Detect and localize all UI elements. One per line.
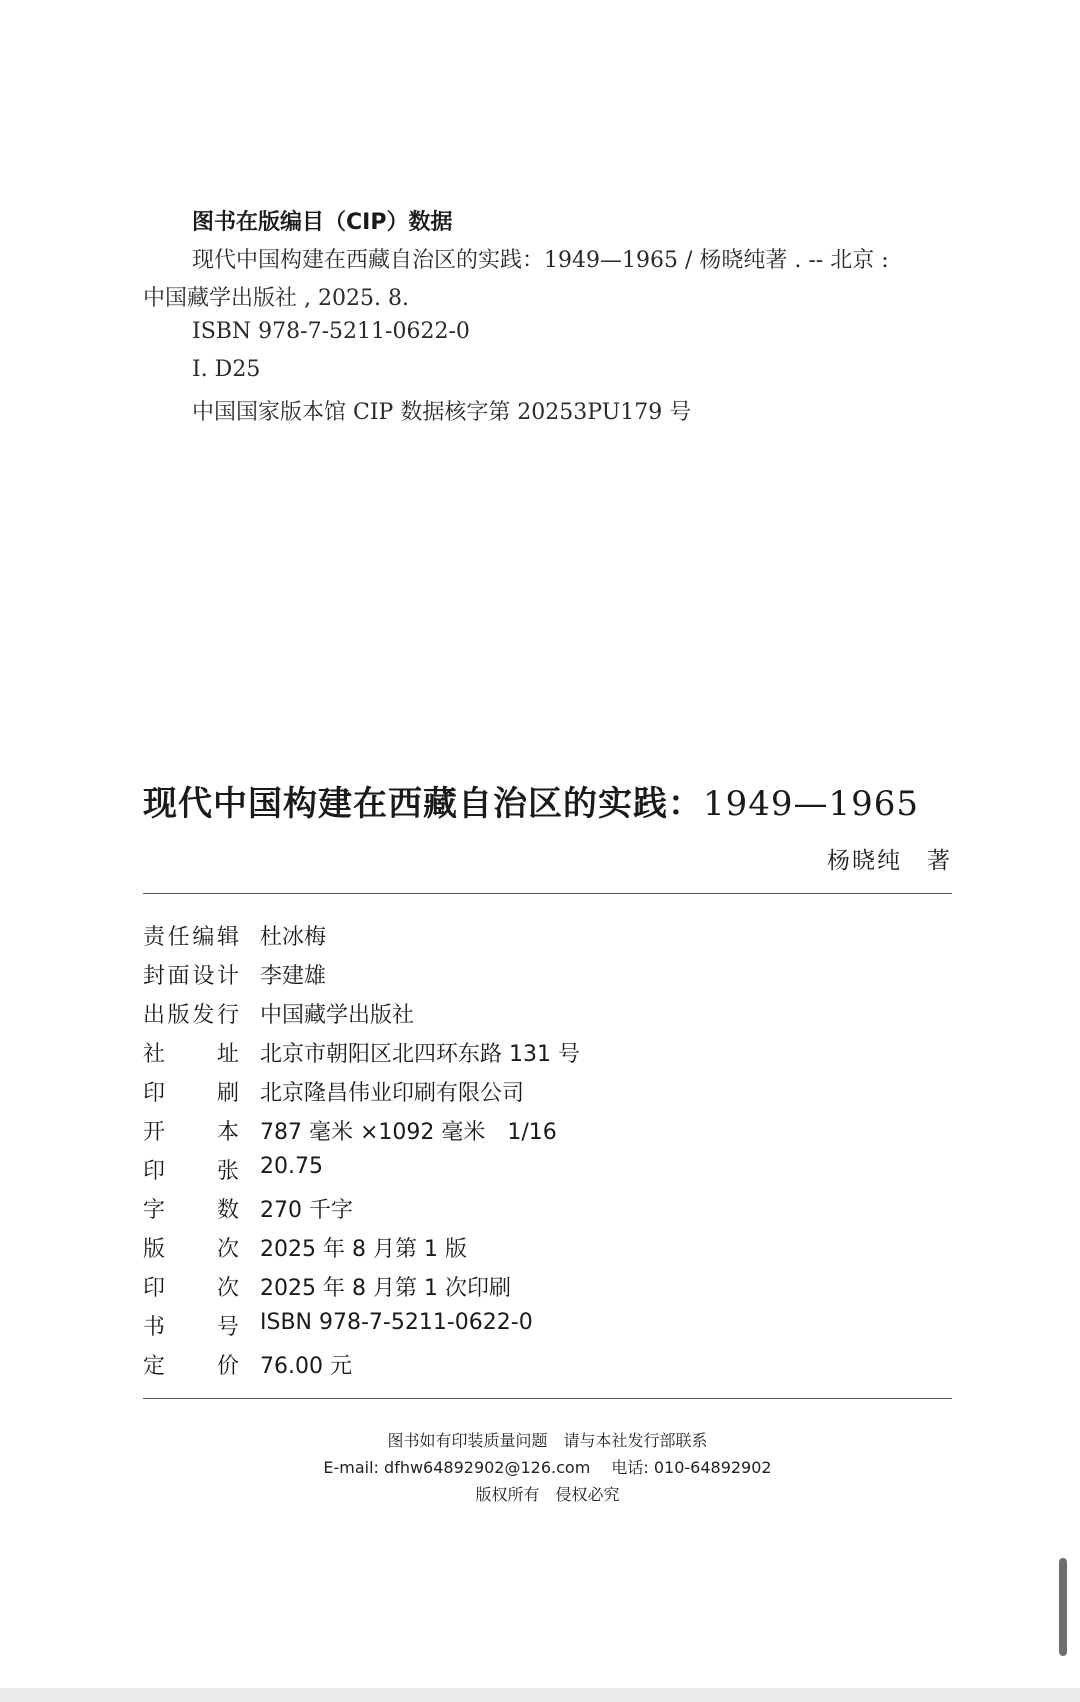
info-label-char: 责 bbox=[143, 925, 166, 950]
info-label-char: 计 bbox=[216, 964, 239, 989]
info-value: 2025 年 8 月第 1 版 bbox=[260, 1237, 467, 1262]
info-label bbox=[143, 1154, 239, 1185]
info-label-char: 封 bbox=[143, 964, 166, 989]
info-value: 2025 年 8 月第 1 次印刷 bbox=[260, 1276, 511, 1301]
info-label-char: 印 bbox=[143, 1159, 166, 1184]
info-label bbox=[143, 1271, 239, 1302]
info-label-char: 发 bbox=[192, 1003, 215, 1028]
book-title-years: 1949—1965 bbox=[703, 784, 920, 824]
info-label-char: 定 bbox=[143, 1354, 166, 1379]
info-value: 787 毫米 ×1092 毫米 1/16 bbox=[260, 1120, 557, 1145]
info-value: 北京隆昌伟业印刷有限公司 bbox=[260, 1081, 525, 1106]
info-label-char: 设 bbox=[192, 964, 215, 989]
info-label-char: 行 bbox=[216, 1003, 239, 1028]
info-label bbox=[143, 1193, 239, 1224]
info-label-char: 任 bbox=[167, 925, 190, 950]
info-label-char: 印 bbox=[143, 1276, 166, 1301]
cip-isbn: ISBN 978-7-5211-0622-0 bbox=[192, 319, 470, 344]
info-label-char: 面 bbox=[167, 964, 190, 989]
info-label-char: 本 bbox=[216, 1120, 239, 1145]
info-label bbox=[143, 1349, 239, 1380]
info-label-char: 次 bbox=[216, 1276, 239, 1301]
info-label-char: 价 bbox=[216, 1354, 239, 1379]
cip-heading: 图书在版编目（CIP）数据 bbox=[192, 210, 453, 235]
info-label bbox=[143, 1037, 239, 1068]
info-label-char: 版 bbox=[143, 1237, 166, 1262]
info-label bbox=[143, 920, 239, 951]
scrollbar-thumb[interactable] bbox=[1059, 1558, 1067, 1656]
info-label-char: 张 bbox=[216, 1159, 239, 1184]
info-label-char: 址 bbox=[216, 1042, 239, 1067]
info-label-char: 印 bbox=[143, 1081, 166, 1106]
info-label-char: 出 bbox=[143, 1003, 166, 1028]
info-label-char: 次 bbox=[216, 1237, 239, 1262]
info-label bbox=[143, 1076, 239, 1107]
info-label-char: 辑 bbox=[216, 925, 239, 950]
info-value: 李建雄 bbox=[260, 964, 327, 989]
info-label-char: 开 bbox=[143, 1120, 166, 1145]
info-label-char: 号 bbox=[216, 1315, 239, 1340]
info-label-char: 书 bbox=[143, 1315, 166, 1340]
book-author: 杨晓纯 著 bbox=[827, 848, 952, 874]
cip-publisher-line: 中国藏学出版社 , 2025. 8. bbox=[143, 286, 409, 311]
info-label bbox=[143, 959, 239, 990]
footer-copyright: 版权所有 侵权必究 bbox=[475, 1485, 620, 1504]
info-value: 中国藏学出版社 bbox=[260, 1003, 415, 1028]
info-label-char: 刷 bbox=[216, 1081, 239, 1106]
info-label-char: 编 bbox=[192, 925, 215, 950]
top-divider bbox=[143, 893, 952, 894]
info-value: 270 千字 bbox=[260, 1198, 353, 1223]
footer-quality-notice: 图书如有印装质量问题 请与本社发行部联系 bbox=[387, 1431, 708, 1450]
info-label bbox=[143, 1310, 239, 1341]
info-value: 76.00 元 bbox=[260, 1354, 352, 1379]
info-value: 杜冰梅 bbox=[260, 925, 327, 950]
info-label bbox=[143, 998, 239, 1029]
info-label bbox=[143, 1115, 239, 1146]
book-title-text: 现代中国构建在西藏自治区的实践： bbox=[143, 784, 703, 824]
info-value: ISBN 978-7-5211-0622-0 bbox=[260, 1310, 533, 1335]
bottom-divider bbox=[143, 1398, 952, 1399]
info-value: 20.75 bbox=[260, 1154, 323, 1179]
cip-classification: Ⅰ. D25 bbox=[192, 357, 261, 382]
info-label-char: 社 bbox=[143, 1042, 166, 1067]
info-value: 北京市朝阳区北四环东路 131 号 bbox=[260, 1042, 580, 1067]
bottom-toolbar-strip bbox=[0, 1688, 1080, 1702]
footer-contact: E-mail: dfhw64892902@126.com 电话: 010-64892902 bbox=[323, 1458, 772, 1477]
info-label bbox=[143, 1232, 239, 1263]
info-label-char: 字 bbox=[143, 1198, 166, 1223]
book-title bbox=[143, 776, 919, 825]
cip-record-number: 中国国家版本馆 CIP 数据核字第 20253PU179 号 bbox=[192, 400, 692, 425]
cip-title-line: 现代中国构建在西藏自治区的实践：1949—1965 / 杨晓纯著 . -- 北京 : bbox=[192, 248, 889, 273]
info-label-char: 版 bbox=[167, 1003, 190, 1028]
info-label-char: 数 bbox=[216, 1198, 239, 1223]
